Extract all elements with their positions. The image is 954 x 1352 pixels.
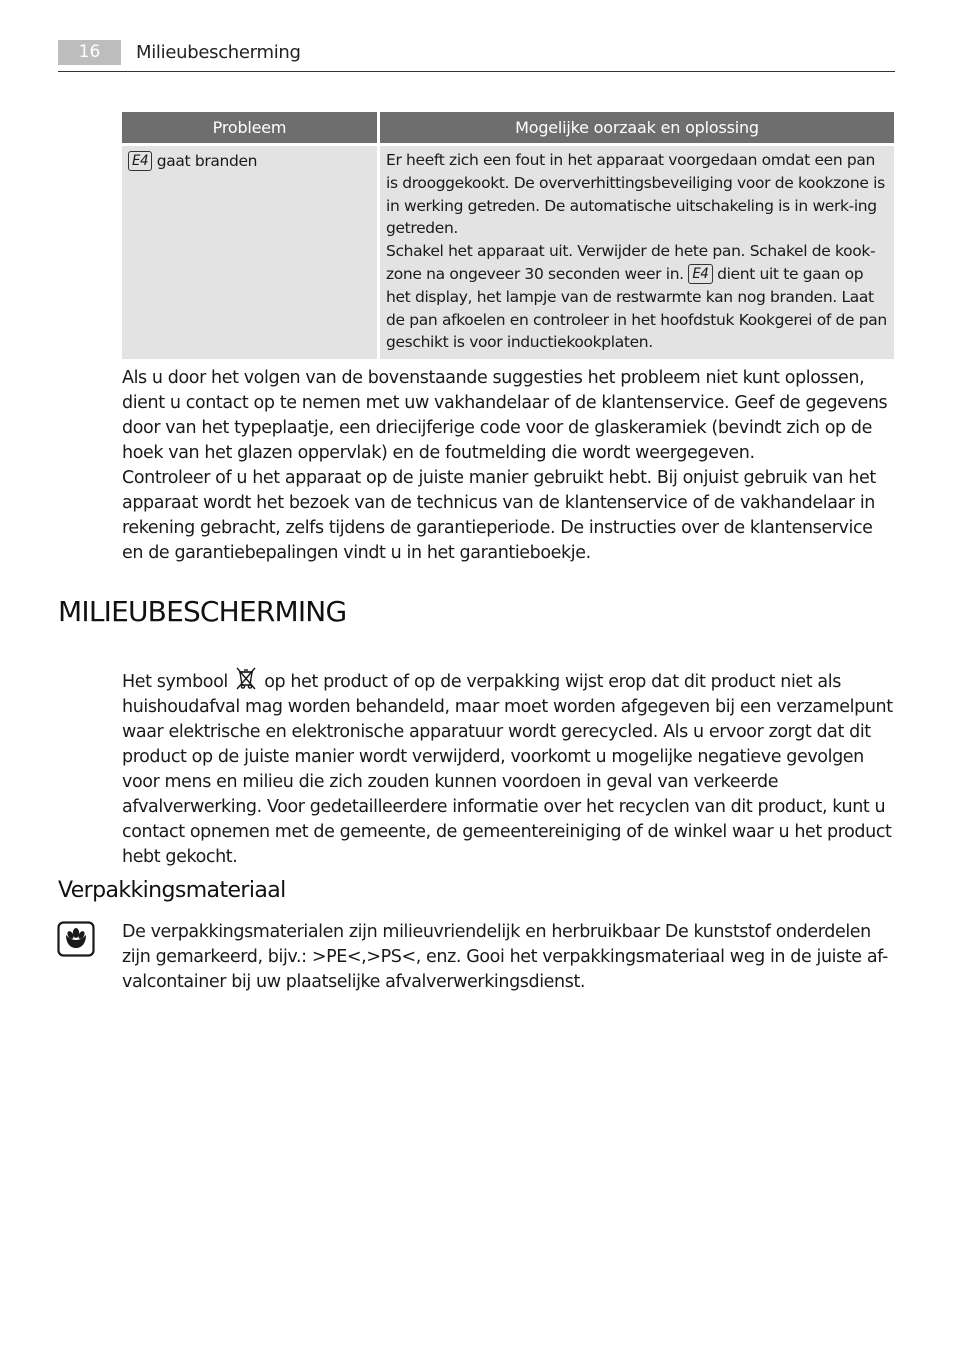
solution-text-cause: Er heeft zich een fout in het apparaat voorgedaan omdat een pan is drooggekookt. De oververhittingsbeveiliging voor de kookzone is in werking getreden. De automatische uitschakeling is in werk-ing getreden. [386,151,885,238]
section-heading-packaging: Verpakkingsmateriaal [58,878,286,903]
page-header [58,40,895,72]
environment-paragraph [122,666,897,870]
packaging-section [122,920,897,995]
solution-text-result: dient uit te gaan op het display, het lampje van de restwarmte kan nog branden. Laat de pan afkoelen en controleer in het hoofdstuk Kookgerei of de pan geschikt is voor inductiekookplaten. [386,264,887,352]
problem-cell [122,143,380,359]
environment-text-start: Het symbool [122,672,228,692]
error-code-display: E4 [128,151,152,171]
error-code-display-inline: E4 [688,264,712,284]
column-header-solution: Mogelijke oorzaak en oplossing [380,112,894,143]
environment-flower-icon [57,921,95,957]
packaging-paragraph: De verpakkingsmaterialen zijn milieuvriendelijk en herbruikbaar De kunststof onderdelen zijn gemarkeerd, bijv.: >PE<,>PS<, enz. Gooi het verpakkingsmateriaal weg in de juiste af-valcontainer bij uw plaatselijke afvalverwerkingsdienst. [122,922,888,992]
table-header-row [122,112,894,143]
crossed-out-wheelie-bin-icon [235,666,257,690]
environment-section [122,666,897,870]
column-header-problem: Probleem [122,112,380,143]
page-number: 16 [58,40,121,65]
intro-section [122,366,897,566]
intro-paragraph-contact: Als u door het volgen van de bovenstaande suggesties het probleem niet kunt oplossen, dient u contact op te nemen met uw vakhandelaar of de klantenservice. Geef de gegevens door van het typeplaatje, een driecijferige code voor de glaskeramiek (bevindt zich op de hoek van het glazen oppervlak) en de foutmelding die wordt weergegeven. [122,368,888,463]
intro-paragraph-usage: Controleer of u het apparaat op de juiste manier gebruikt hebt. Bij onjuist gebruik van het apparaat wordt het bezoek van de technicus van de klantenservice of de vakhandelaar in rekening gebracht, zelfs tijdens de garantieperiode. De instructies over de klantenservice en de garantiebepalingen vindt u in het garantieboekje. [122,468,876,563]
table-row [122,143,894,359]
solution-cell [380,143,894,359]
section-heading-environment: MILIEUBESCHERMING [58,595,347,628]
running-section-title: Milieubescherming [136,42,301,63]
troubleshooting-table [122,112,894,359]
environment-text-rest: op het product of op de verpakking wijst erop dat dit product niet als huishoudafval mag worden behandeld, maar moet worden afgegeven bij een verzamelpunt waar elektrische en elektronische apparatuur wordt gerecycled. Als u ervoor zorgt dat dit product op de juiste manier wordt verwijderd, voorkomt u mogelijke negatieve gevolgen voor mens en milieu die zich zouden kunnen voordoen in geval van verkeerde afvalverwerking. Voor gedetailleerdere informatie over het recyclen van dit product, kunt u contact opnemen met de gemeente, de gemeentereiniging of de winkel waar u het product hebt gekocht. [122,672,893,867]
problem-text: gaat branden [156,152,258,170]
solution-text-action: Schakel het apparaat uit. Verwijder de hete pan. Schakel de kook-zone na ongeveer 30 seconden weer in. [386,242,876,283]
